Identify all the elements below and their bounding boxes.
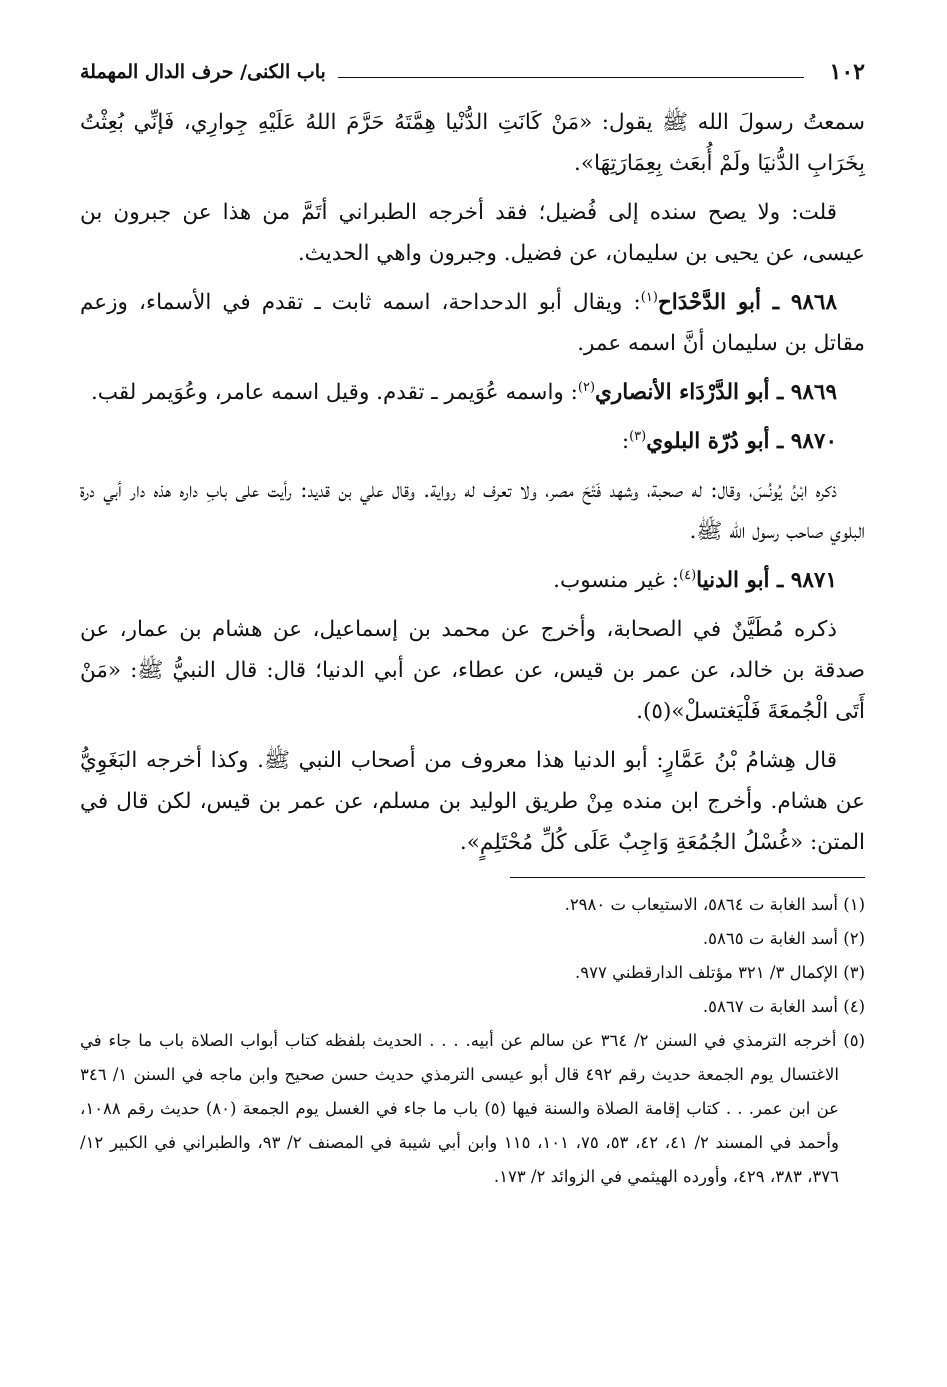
header-rule — [338, 77, 804, 78]
paragraph-text: ذكره مُطَيَّنٌ في الصحابة، وأخرج عن محمد بن إسماعيل، عن هشام بن عمار، عن صدقة بن خالد، عن عمر بن قيس، عن عطاء، عن أبي الدنيا؛ قال: قال النبيُّ ﷺ: «مَنْ أَتَى الْجُمعَةَ فَلْيَغتسلْ»(٥). — [80, 617, 865, 724]
footnote-separator — [510, 877, 865, 878]
footnote-2: (٢) أسد الغابة ت ٥٨٦٥. — [702, 929, 865, 948]
main-text — [80, 102, 865, 863]
paragraph — [80, 609, 865, 732]
paragraph — [80, 192, 865, 274]
page-number: ١٠٢ — [829, 59, 865, 85]
paragraph-text: ذكره ابْنُ يُونُسَ، وقال: له صحبة، وشهد فَتْحَ مصر، ولا تعرف له رواية. وقال علي بن قديد: رأيت على بابِ داره هذه دار أبي درة البلوي صاحب رسول الله ﷺ. — [80, 478, 865, 544]
entry-text: : غير منسوب. — [553, 568, 679, 593]
footnotes — [80, 888, 865, 1194]
paragraph — [80, 102, 865, 184]
paragraph-text: سمعتُ رسولَ الله ﷺ يقول: «مَنْ كَانَتِ الدُّنْيا هِمَّتَهُ حَرَّمَ اللهُ عَلَيْهِ جِوارِي، فَإنِّي بُعِثْتُ بِخَرَابِ الدُّنيَا ولَمْ أُبعَث بِعِمَارَتِهَا». — [80, 110, 865, 176]
footnote-marker: (٢) — [577, 379, 596, 395]
footnote-marker: (٣) — [629, 428, 647, 444]
footnote-marker: (٤) — [679, 567, 697, 583]
footnote-1: (١) أسد الغابة ت ٥٨٦٤، الاستيعاب ت ٢٩٨٠. — [564, 895, 865, 914]
entry-text: : واسمه عُوَيمر ـ تقدم. وقيل اسمه عامر، وعُوَيمر لقب. — [90, 380, 578, 405]
entry-text: : — [621, 429, 630, 454]
entry-heading: ٩٨٧٠ ـ أبو دُرّة البلوي — [646, 429, 837, 454]
entry-9868 — [80, 282, 865, 364]
footnote-4: (٤) أسد الغابة ت ٥٨٦٧. — [702, 997, 865, 1016]
footnote-3: (٣) الإكمال ٣/ ٣٢١ مؤتلف الدارقطني ٩٧٧. — [575, 963, 865, 982]
entry-heading: ٩٨٦٩ ـ أبو الدَّرْدَاء الأنصاري — [595, 380, 837, 405]
entry-heading: ٩٨٦٨ ـ أبو الدَّحْدَاح — [657, 290, 838, 315]
entry-text: : ويقال أبو الدحداحة، اسمه ثابت ـ تقدم في الأسماء، وزعم مقاتل بن سليمان أنَّ اسمه عمر. — [80, 290, 865, 356]
paragraph — [80, 470, 865, 552]
paragraph-text: قال هِشامُ بْنُ عَمَّارٍ: أبو الدنيا هذا معروف من أصحاب النبي ﷺ. وكذا أخرجه البَغَوِيُّ عن هشام. وأخرج ابن منده مِنْ طريق الوليد بن مسلم، عن عمر بن قيس، لكن قال في المتن: «غُسْلُ الجُمُعَةِ وَاجِبٌ عَلَى كُلِّ مُحْتَلِمٍ». — [80, 748, 865, 855]
running-header — [80, 52, 865, 92]
entry-9870 — [80, 421, 865, 462]
footnote-5: (٥) أخرجه الترمذي في السنن ٢/ ٣٦٤ عن سالم عن أبيه. . . . الحديث بلفظه كتاب أبواب الصلاة باب ما جاء في الاغتسال يوم الجمعة حديث رقم ٤٩٢ قال أبو عيسى الترمذي حديث حسن صحيح وابن ماجه في السنن ١/ ٣٤٦ عن ابن عمر. . . كتاب إقامة الصلاة والسنة فيها (٥) باب ما جاء في الغسل يوم الجمعة (٨٠) حديث رقم ١٠٨٨، وأحمد في المسند ٢/ ٤١، ٤٢، ٥٣، ٧٥، ١٠١، ١١٥ وابن أبي شيبة في المصنف ٢/ ٩٣، والطبراني في الكبير ١٢/ ٣٧٦، ٣٨٣، ٤٢٩، وأورده الهيثمي في الزوائد ٢/ ١٧٣. — [80, 1031, 865, 1186]
running-title: باب الكنى/ حرف الدال المهملة — [80, 61, 326, 83]
entry-9869 — [80, 372, 865, 413]
footnote-marker: (١) — [640, 289, 658, 305]
paragraph-text: قلت: ولا يصح سنده إلى فُضيل؛ فقد أخرجه الطبراني أتَمَّ من هذا عن جبرون بن عيسى، عن يحيى بن سليمان، عن فضيل. وجبرون واهي الحديث. — [80, 200, 865, 266]
entry-heading: ٩٨٧١ ـ أبو الدنيا — [696, 568, 837, 593]
paragraph — [80, 740, 865, 863]
entry-9871 — [80, 560, 865, 601]
